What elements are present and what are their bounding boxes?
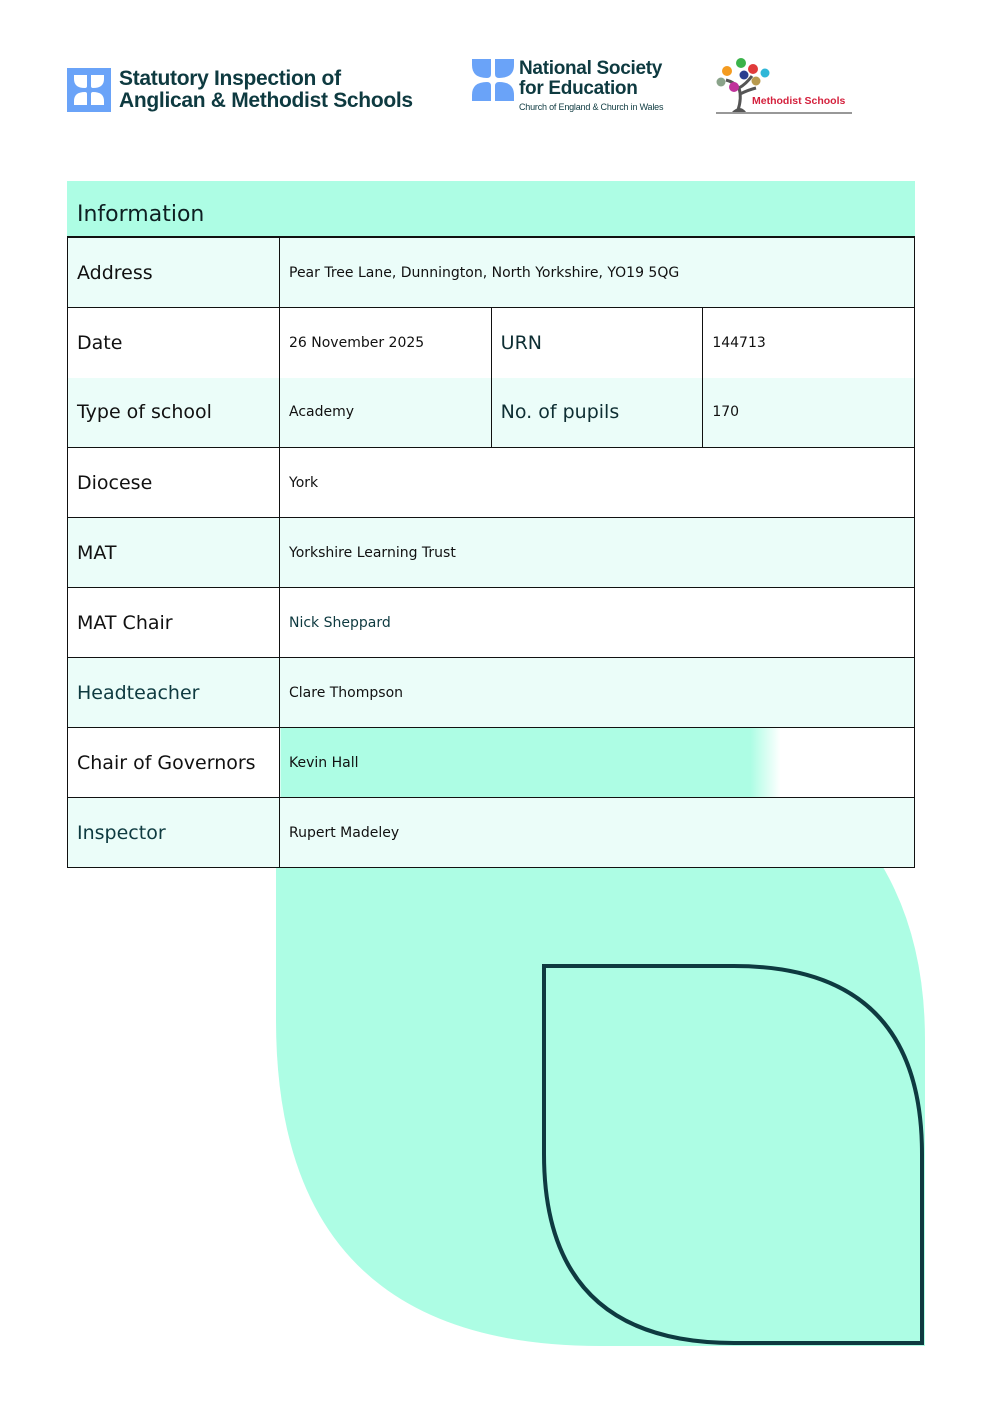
table-row-inspector [68, 798, 915, 868]
methodist-schools-logo [712, 54, 854, 116]
methodist-schools-text: Methodist Schools [752, 95, 846, 107]
chair-of-governors-value: Kevin Hall [280, 728, 915, 798]
diocese-label: Diocese [68, 448, 280, 518]
table-row-address [68, 238, 915, 308]
flower-icon [67, 68, 111, 112]
siams-logo-line2: Anglican & Methodist Schools [119, 89, 413, 112]
headteacher-label: Headteacher [68, 658, 280, 728]
table-title-bar [67, 181, 915, 237]
address-label: Address [68, 238, 280, 308]
table-row-diocese [68, 448, 915, 518]
table-row-type-pupils [68, 378, 915, 448]
table-title: Information [77, 202, 205, 227]
inspector-value: Rupert Madeley [289, 824, 400, 841]
information-table [67, 181, 915, 868]
diocese-value: York [289, 474, 319, 491]
inspector-label: Inspector [68, 798, 280, 868]
pupils-value: 170 [712, 404, 740, 421]
urn-label: URN [491, 308, 703, 378]
mat-value: Yorkshire Learning Trust [289, 544, 456, 561]
siams-logo [67, 68, 413, 112]
table-row-mat [68, 518, 915, 588]
pupils-label: No. of pupils [491, 378, 703, 448]
urn-value: 144713 [712, 334, 766, 351]
siams-logo-line1: Statutory Inspection of [119, 67, 341, 90]
chair-of-governors-label: Chair of Governors [68, 728, 280, 798]
mat-chair-label: MAT Chair [68, 588, 280, 658]
type-of-school-value: Academy [289, 404, 355, 421]
mat-chair-value: Nick Sheppard [289, 614, 391, 631]
national-society-line3: Church of England & Church in Wales [519, 102, 664, 112]
address-value: Pear Tree Lane, Dunnington, North Yorkshire, YO19 5QG [289, 264, 680, 281]
flower-icon [472, 59, 514, 101]
table-row-date-urn [68, 308, 915, 378]
national-society-logo [472, 59, 663, 113]
national-society-line2: for Education [519, 78, 638, 99]
table-row-chair-of-governors [68, 728, 915, 798]
date-value: 26 November 2025 [289, 334, 425, 351]
type-of-school-label: Type of school [68, 378, 280, 448]
national-society-line1: National Society [519, 58, 663, 79]
date-label: Date [68, 308, 280, 378]
table-row-headteacher [68, 658, 915, 728]
table-row-mat-chair [68, 588, 915, 658]
mat-label: MAT [68, 518, 280, 588]
headteacher-value: Clare Thompson [289, 684, 404, 701]
